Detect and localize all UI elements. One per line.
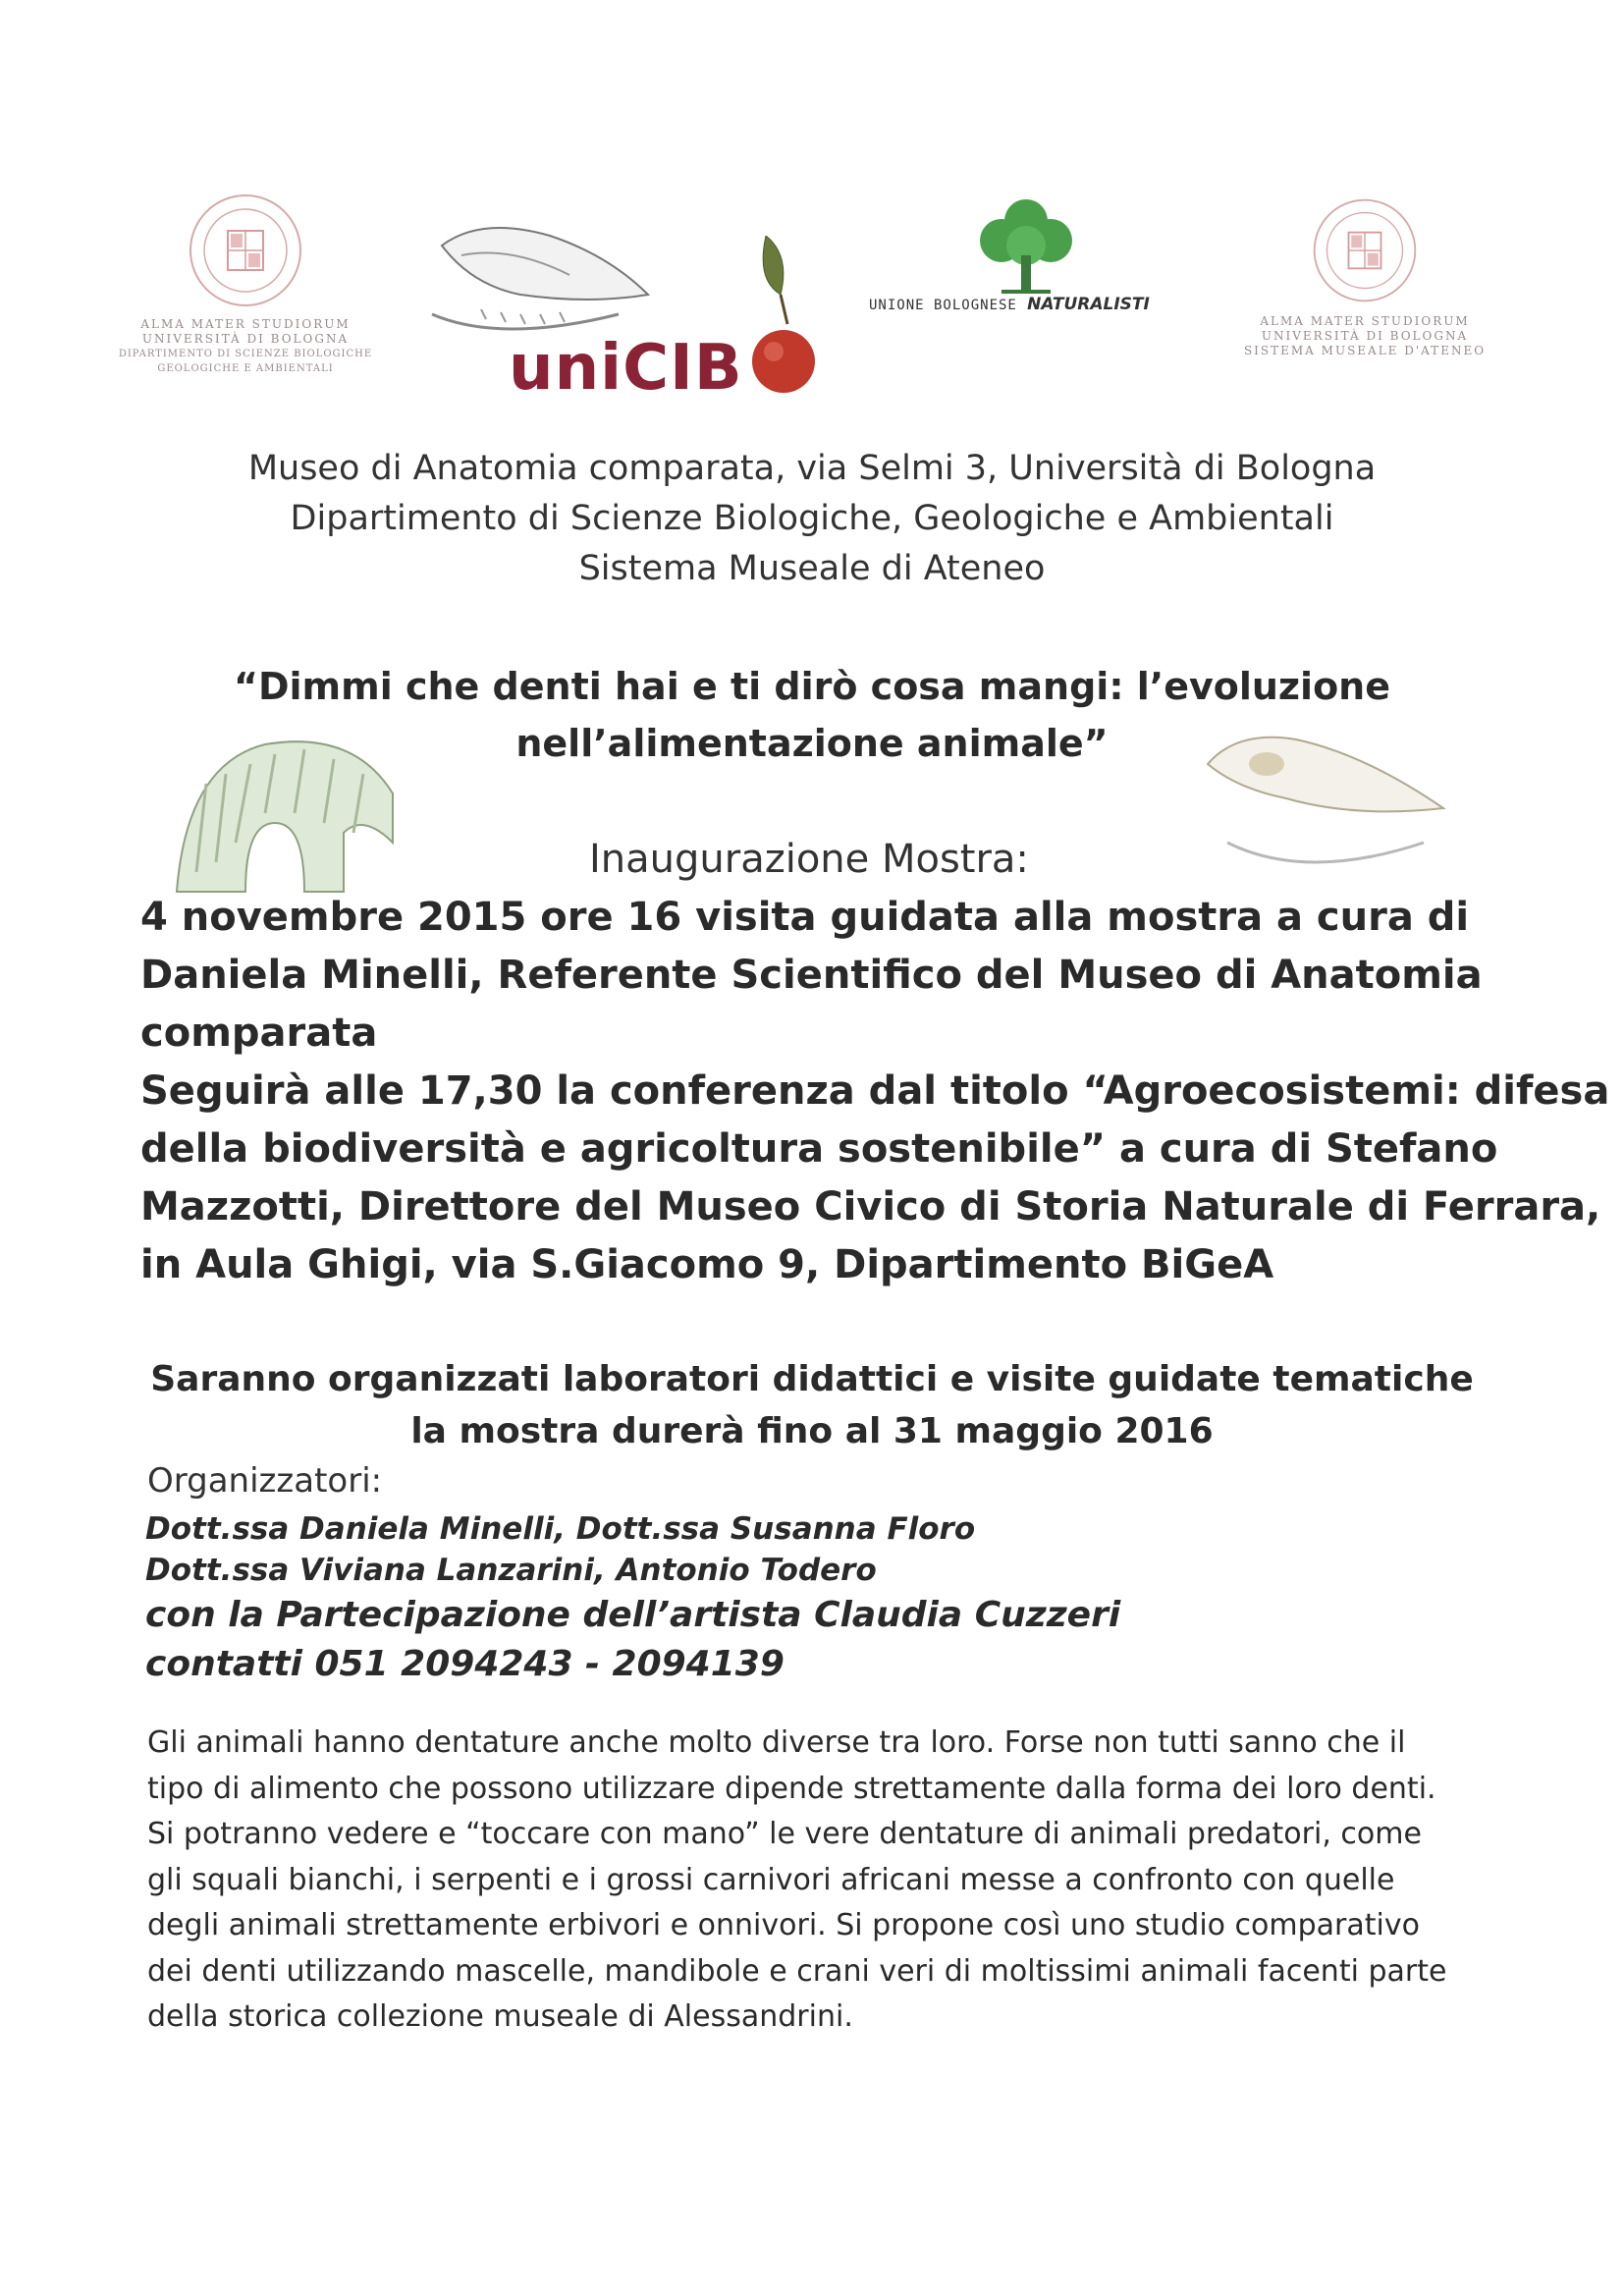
logo-unicibo xyxy=(422,216,844,412)
seal-right-line: ALMA MATER STUDIORUM xyxy=(1260,314,1470,328)
seal-left-line: ALMA MATER STUDIORUM xyxy=(140,317,351,331)
logo-seal-left xyxy=(98,191,393,388)
logo-ubn xyxy=(869,196,1203,334)
event-line: della biodiversità e agricoltura sostenibile” a cura di Stefano xyxy=(140,1126,1498,1172)
event-line: 4 novembre 2015 ore 16 visita guidata alla mostra a cura di xyxy=(140,895,1470,940)
organizers-list xyxy=(145,1508,1120,1689)
seal-left-line: GEOLOGICHE E AMBIENTALI xyxy=(157,363,334,374)
seal-left-line: DIPARTIMENTO DI SCIENZE BIOLOGICHE xyxy=(118,349,373,359)
skull-illustration-icon xyxy=(422,216,658,344)
description-line: degli animali strettamente erbivori e onnivori. Si propone così uno studio comparativo xyxy=(147,1908,1420,1942)
organizers-line: Dott.ssa Viviana Lanzarini, Antonio Todero xyxy=(145,1553,877,1588)
ubn-part2: NATURALISTI xyxy=(1027,295,1150,314)
event-line: comparata xyxy=(140,1011,378,1056)
logo-seal-right xyxy=(1227,196,1502,393)
header-line-system: Sistema Museale di Ateneo xyxy=(578,549,1046,588)
university-seal-icon xyxy=(1311,196,1419,304)
event-line: in Aula Ghigi, via S.Giacomo 9, Dipartimento BiGeA xyxy=(140,1242,1274,1287)
jaw-teeth-image-icon xyxy=(157,725,412,902)
labs-line: la mostra durerà fino al 31 maggio 2016 xyxy=(410,1411,1214,1451)
description-paragraph xyxy=(147,1721,1502,2041)
event-details xyxy=(140,889,1610,1294)
title-line: nell’alimentazione animale” xyxy=(515,722,1109,765)
description-line: tipo di alimento che possono utilizzare dipende strettamente dalla forma dei loro denti. xyxy=(147,1771,1436,1806)
organizers-heading: Organizzatori: xyxy=(147,1461,383,1501)
description-line: dei denti utilizzando mascelle, mandibole e crani veri di moltissimi animali facenti parte xyxy=(147,1953,1447,1989)
description-line: gli squali bianchi, i serpenti e i grossi carnivori africani messe a confronto con quelle xyxy=(147,1862,1395,1897)
event-line: Seguirà alle 17,30 la conferenza dal titolo “Agroecosistemi: difesa xyxy=(140,1068,1610,1114)
tree-icon xyxy=(972,196,1080,295)
apple-icon xyxy=(748,324,819,395)
labs-note xyxy=(0,1353,1624,1457)
organizers-line: Dott.ssa Daniela Minelli, Dott.ssa Susanna Floro xyxy=(145,1511,976,1547)
event-line: Mazzotti, Direttore del Museo Civico di Storia Naturale di Ferrara, xyxy=(140,1184,1601,1230)
header-line-museum: Museo di Anatomia comparata, via Selmi 3, Università di Bologna xyxy=(247,449,1377,488)
ubn-part1: UNIONE BOLOGNESE xyxy=(869,298,1017,313)
skull-sketch-image-icon xyxy=(1198,725,1453,882)
seal-right-line: UNIVERSITÀ DI BOLOGNA xyxy=(1261,329,1469,343)
description-line: Si potranno vedere e “toccare con mano” le vere dentature di animali predatori, come xyxy=(147,1817,1422,1851)
university-seal-icon xyxy=(187,191,304,309)
inauguration-label: Inaugurazione Mostra: xyxy=(589,837,1029,882)
event-line: Daniela Minelli, Referente Scientifico del Museo di Anatomia xyxy=(140,953,1483,998)
labs-line: Saranno organizzati laboratori didattici e visite guidate tematiche xyxy=(150,1359,1474,1399)
header-block xyxy=(0,444,1624,594)
artist-line: con la Partecipazione dell’artista Claudia Cuzzeri xyxy=(145,1595,1121,1635)
seal-right-line: SISTEMA MUSEALE D'ATENEO xyxy=(1243,344,1487,357)
seal-left-line: UNIVERSITÀ DI BOLOGNA xyxy=(141,332,350,346)
description-line: della storica collezione museale di Alessandrini. xyxy=(147,1999,853,2034)
unicibo-prefix: uni xyxy=(509,332,623,405)
header-line-department: Dipartimento di Scienze Biologiche, Geologiche e Ambientali xyxy=(290,499,1334,538)
contacts-line: contatti 051 2094243 - 2094139 xyxy=(145,1644,785,1684)
description-line: Gli animali hanno dentature anche molto diverse tra loro. Forse non tutti sanno che il xyxy=(147,1725,1406,1760)
unicibo-suffix: CIB xyxy=(623,332,743,405)
title-line: “Dimmi che denti hai e ti dirò cosa mangi: l’evoluzione xyxy=(233,665,1391,708)
